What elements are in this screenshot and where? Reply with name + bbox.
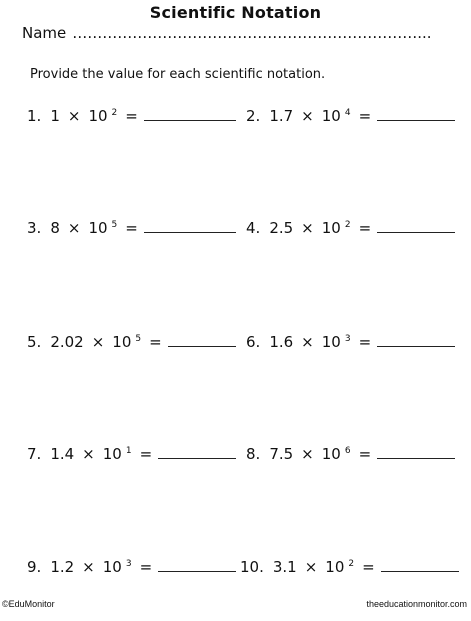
problem-number: 7. (27, 445, 42, 463)
equals-sign: = (125, 107, 138, 125)
coefficient: 1.7 (269, 107, 294, 125)
exponent: 4 (344, 108, 351, 118)
problem-1 (27, 106, 236, 125)
exponent: 1 (125, 446, 132, 456)
answer-blank[interactable] (144, 218, 236, 233)
base: 10 (112, 333, 132, 351)
equals-sign: = (358, 445, 372, 463)
times-sign: × (67, 219, 81, 237)
equals-sign: = (125, 219, 138, 237)
coefficient: 3.1 (272, 558, 297, 576)
answer-blank[interactable] (377, 218, 455, 233)
times-sign: × (67, 107, 81, 125)
times-sign: × (91, 333, 105, 351)
coefficient: 1 (50, 107, 60, 125)
problem-7 (27, 444, 236, 463)
answer-blank[interactable] (168, 332, 236, 347)
answer-blank[interactable] (377, 332, 455, 347)
problem-number: 10. (240, 558, 264, 576)
base: 10 (321, 107, 341, 125)
coefficient: 7.5 (269, 445, 294, 463)
problem-number: 4. (246, 219, 261, 237)
problem-5 (27, 332, 236, 351)
base: 10 (88, 219, 108, 237)
answer-blank[interactable] (158, 444, 236, 459)
times-sign: × (301, 333, 314, 351)
exponent: 2 (348, 559, 355, 569)
copyright-text: ©EduMonitor (2, 599, 55, 609)
problem-4 (246, 218, 455, 237)
problem-10 (240, 557, 459, 576)
problem-number: 5. (27, 333, 42, 351)
times-sign: × (82, 445, 95, 463)
base: 10 (102, 445, 122, 463)
problem-3 (27, 218, 236, 237)
equals-sign: = (149, 333, 162, 351)
coefficient: 1.2 (50, 558, 75, 576)
problem-2 (246, 106, 455, 125)
problem-number: 8. (246, 445, 261, 463)
equals-sign: = (358, 107, 372, 125)
name-label: Name (22, 24, 67, 42)
equals-sign: = (139, 445, 153, 463)
problem-9 (27, 557, 236, 576)
exponent: 2 (344, 220, 351, 230)
equals-sign: = (358, 333, 372, 351)
base: 10 (321, 333, 341, 351)
coefficient: 2.02 (50, 333, 84, 351)
equals-sign: = (358, 219, 372, 237)
worksheet-title: Scientific Notation (149, 3, 322, 22)
coefficient: 1.4 (50, 445, 75, 463)
problem-8 (246, 444, 455, 463)
exponent: 5 (135, 334, 142, 344)
name-row (22, 24, 432, 42)
problem-number: 9. (27, 558, 42, 576)
equals-sign: = (362, 558, 375, 576)
coefficient: 2.5 (269, 219, 294, 237)
times-sign: × (301, 445, 314, 463)
website-text: theeducationmonitor.com (366, 599, 467, 609)
answer-blank[interactable] (158, 557, 236, 572)
answer-blank[interactable] (377, 106, 455, 121)
times-sign: × (301, 219, 314, 237)
coefficient: 8 (50, 219, 60, 237)
exponent: 3 (125, 559, 132, 569)
answer-blank[interactable] (377, 444, 455, 459)
exponent: 6 (344, 446, 351, 456)
answer-blank[interactable] (381, 557, 459, 572)
exponent: 3 (344, 334, 351, 344)
base: 10 (88, 107, 108, 125)
name-field[interactable]: ……………………………………………………………... (72, 24, 432, 42)
times-sign: × (301, 107, 314, 125)
times-sign: × (82, 558, 95, 576)
times-sign: × (304, 558, 318, 576)
coefficient: 1.6 (269, 333, 294, 351)
base: 10 (321, 219, 341, 237)
exponent: 5 (111, 220, 118, 230)
exponent: 2 (111, 108, 118, 118)
problem-number: 2. (246, 107, 261, 125)
problem-number: 1. (27, 107, 42, 125)
instructions-text: Provide the value for each scientific notation. (30, 67, 326, 82)
answer-blank[interactable] (144, 106, 236, 121)
base: 10 (325, 558, 345, 576)
base: 10 (102, 558, 122, 576)
equals-sign: = (139, 558, 153, 576)
base: 10 (321, 445, 341, 463)
problem-number: 3. (27, 219, 42, 237)
problem-6 (246, 332, 455, 351)
problem-number: 6. (246, 333, 261, 351)
